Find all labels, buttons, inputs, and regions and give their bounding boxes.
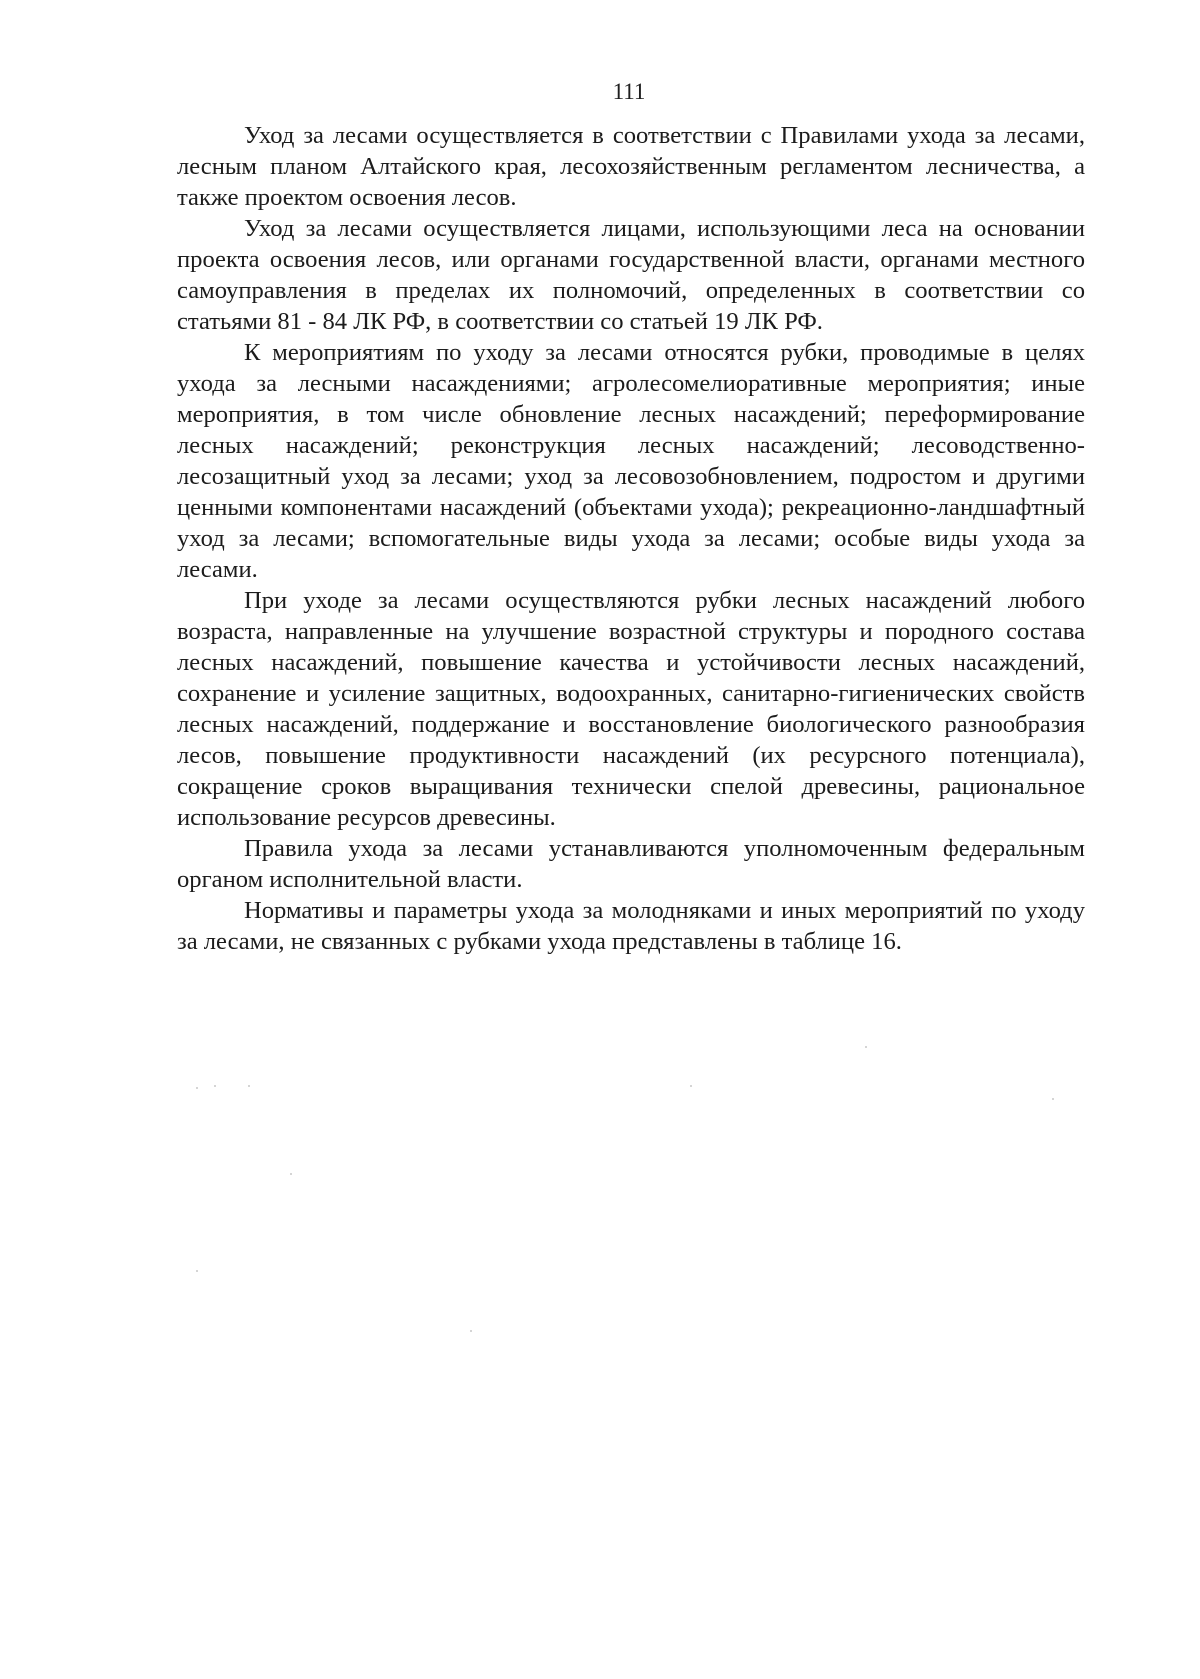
paragraph-1: Уход за лесами осуществляется в соответствии с Правилами ухода за лесами, лесным планом Алтайского края, лесохозяйственным регламентом лесничества, а также проектом освоения лесов.	[177, 122, 1085, 211]
paragraph-4: При уходе за лесами осуществляются рубки лесных насаждений любого возраста, направленные на улучшение возрастной структуры и породного состава лесных насаждений, повышение качества и устойчивости лесных насаждений, сохранение и усиление защитных, водоохранных, санитарно-гигиенических свойств лесных насаждений, поддержание и восстановление биологического разнообразия лесов, повышение продуктивности насаждений (их ресурсного потенциала), сокращение сроков выращивания технически спелой древесины, рациональное использование ресурсов древесины.	[177, 587, 1085, 831]
paragraph-2: Уход за лесами осуществляется лицами, использующими леса на основании проекта освоения лесов, или органами государственной власти, органами местного самоуправления в пределах их полномочий, определенных в соответствии со статьями 81 - 84 ЛК РФ, в соответствии со статьей 19 ЛК РФ.	[177, 215, 1085, 335]
page-number: 111	[612, 79, 646, 104]
scan-speck	[470, 1330, 472, 1332]
paragraph-3: К мероприятиям по уходу за лесами относятся рубки, проводимые в целях ухода за лесными насаждениями; агролесомелиоративные мероприятия; иные мероприятия, в том числе обновление лесных насаждений; переформирование лесных насаждений; реконструкция лесных насаждений; лесоводственно-лесозащитный уход за лесами; уход за лесовозобновлением, подростом и другими ценными компонентами насаждений (объектами ухода); рекреационно-ландшафтный уход за лесами; вспомогательные виды ухода за лесами; особые виды ухода за лесами.	[177, 339, 1085, 583]
scan-speck	[690, 1085, 692, 1087]
paragraph-6: Нормативы и параметры ухода за молодняками и иных мероприятий по уходу за лесами, не связанных с рубками ухода представлены в таблице 16.	[177, 897, 1085, 955]
scan-speck	[865, 1046, 867, 1048]
scan-speck	[1052, 1098, 1054, 1100]
scan-speck	[196, 1087, 198, 1089]
scan-speck	[290, 1173, 292, 1175]
scan-speck	[248, 1085, 250, 1087]
body-text	[177, 120, 1085, 957]
scan-speck	[214, 1085, 216, 1087]
scan-speck	[196, 1270, 198, 1272]
paragraph-5: Правила ухода за лесами устанавливаются уполномоченным федеральным органом исполнительной власти.	[177, 835, 1085, 893]
